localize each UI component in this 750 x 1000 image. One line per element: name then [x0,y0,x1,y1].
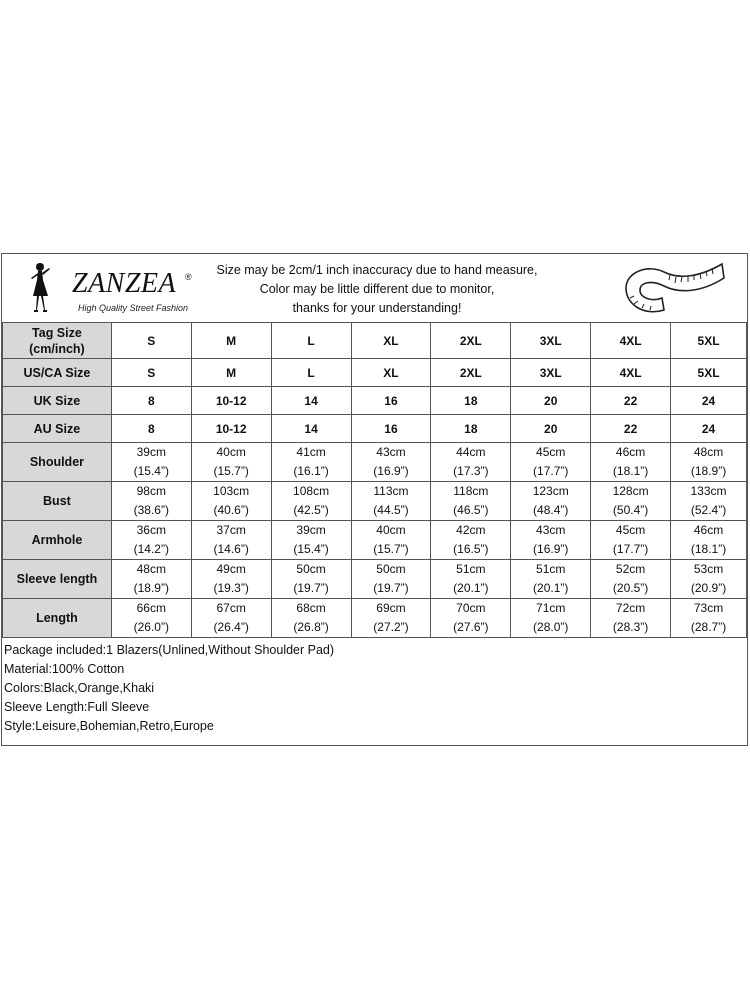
brand-logo [26,260,192,316]
size-cell: 8 [111,415,191,443]
measure-cell [271,599,351,638]
size-cell: 22 [591,387,671,415]
cm-value: 39cm [136,445,166,459]
inch-value: (16.1”) [293,464,329,478]
cm-value: 40cm [376,523,406,537]
product-info [4,641,334,736]
inch-value: (20.1”) [533,581,569,595]
cm-value: 43cm [536,523,566,537]
size-cell: 16 [351,387,431,415]
size-cell: 2XL [431,323,511,359]
chart-header [2,254,747,322]
measure-cell [191,443,271,482]
row-label: Armhole [3,521,112,560]
table-row [3,443,747,482]
measure-cell [671,599,747,638]
size-cell: 20 [511,387,591,415]
info-line: Package included:1 Blazers(Unlined,Without Shoulder Pad) [4,643,335,657]
measure-cell [511,599,591,638]
measure-cell [351,482,431,521]
notice-line: Size may be 2cm/1 inch inaccuracy due to hand measure, [216,263,538,277]
size-cell: 2XL [431,359,511,387]
inch-value: (15.7”) [373,542,409,556]
measure-cell [431,560,511,599]
inch-value: (38.6”) [133,503,169,517]
inch-value: (42.5”) [293,503,329,517]
fashion-figure-icon [26,260,66,316]
inch-value: (26.4”) [213,620,249,634]
cm-value: 48cm [693,445,724,459]
notice-line: thanks for your understanding! [292,301,462,315]
cm-value: 69cm [376,601,406,615]
measure-cell [671,443,747,482]
inch-value: (46.5”) [453,503,489,517]
inch-value: (17.7”) [612,542,649,556]
row-label-line: (cm/inch) [29,341,85,356]
inch-value: (17.7”) [533,464,569,478]
cm-value: 46cm [693,523,724,537]
inch-value: (17.3”) [453,464,489,478]
cm-value: 72cm [615,601,646,615]
cm-value: 43cm [376,445,406,459]
measure-cell [591,482,671,521]
cm-value: 39cm [296,523,326,537]
cm-value: 68cm [296,601,326,615]
measure-cell [111,443,191,482]
measure-cell [671,521,747,560]
row-label: Length [3,599,112,638]
measure-cell [591,599,671,638]
cm-value: 52cm [615,562,646,576]
size-cell: 3XL [511,359,591,387]
row-label [3,323,112,359]
inch-value: (18.9”) [690,464,727,478]
size-cell: 18 [431,387,511,415]
measure-cell [191,482,271,521]
size-cell: 20 [511,415,591,443]
inch-value: (26.8”) [293,620,329,634]
measure-cell [671,560,747,599]
cm-value: 51cm [456,562,486,576]
size-cell: S [111,323,191,359]
measuring-tape-icon [618,258,728,318]
size-cell: XL [351,323,431,359]
inch-value: (52.4”) [690,503,727,517]
inch-value: (48.4”) [533,503,569,517]
inch-value: (50.4”) [612,503,649,517]
size-chart-panel [1,253,748,746]
table-row [3,359,747,387]
inch-value: (20.1”) [453,581,489,595]
inch-value: (28.3”) [612,620,649,634]
inch-value: (20.9”) [690,581,727,595]
table-row [3,387,747,415]
row-label: UK Size [3,387,112,415]
measure-cell [671,482,747,521]
cm-value: 46cm [615,445,646,459]
cm-value: 41cm [296,445,326,459]
cm-value: 118cm [453,484,489,498]
row-label: AU Size [3,415,112,443]
size-cell: 22 [591,415,671,443]
measure-cell [111,482,191,521]
measure-cell [591,521,671,560]
measure-cell [511,482,591,521]
info-line: Sleeve Length:Full Sleeve [4,700,150,714]
info-line: Colors:Black,Orange,Khaki [4,681,155,695]
cm-value: 45cm [536,445,566,459]
brand-tagline: High Quality Street Fashion [78,303,189,313]
cm-value: 49cm [216,562,246,576]
measure-cell [191,599,271,638]
inch-value: (16.9”) [373,464,409,478]
size-cell: L [271,359,351,387]
size-cell: 10-12 [191,415,271,443]
size-cell: 14 [271,387,351,415]
cm-value: 48cm [136,562,166,576]
table-row [3,482,747,521]
measure-cell [191,521,271,560]
size-cell: 5XL [671,323,747,359]
inch-value: (18.1”) [690,542,727,556]
measure-cell [271,443,351,482]
cm-value: 45cm [615,523,646,537]
cm-value: 128cm [612,484,649,498]
info-line: Material:100% Cotton [4,662,125,676]
size-cell: 4XL [591,323,671,359]
table-row [3,323,747,359]
measure-cell [511,443,591,482]
table-row [3,521,747,560]
size-cell: 24 [671,387,747,415]
measure-cell [511,560,591,599]
inch-value: (19.3”) [213,581,249,595]
measure-cell [191,560,271,599]
measure-cell [351,521,431,560]
measure-cell [431,443,511,482]
cm-value: 113cm [373,484,409,498]
inch-value: (18.9”) [133,581,169,595]
measure-cell [351,560,431,599]
size-cell: M [191,359,271,387]
table-row [3,599,747,638]
inch-value: (15.4”) [133,464,169,478]
size-cell: 5XL [671,359,747,387]
inch-value: (26.0”) [133,620,169,634]
cm-value: 103cm [213,484,250,498]
inch-value: (27.2”) [373,620,409,634]
cm-value: 50cm [296,562,326,576]
measure-cell [431,599,511,638]
size-cell: 10-12 [191,387,271,415]
size-table [2,322,747,638]
size-cell: S [111,359,191,387]
inch-value: (16.9”) [533,542,569,556]
size-cell: 3XL [511,323,591,359]
cm-value: 70cm [456,601,486,615]
cm-value: 66cm [136,601,166,615]
cm-value: 37cm [216,523,246,537]
cm-value: 123cm [532,484,569,498]
size-notice [192,261,562,318]
cm-value: 67cm [216,601,246,615]
cm-value: 98cm [136,484,166,498]
cm-value: 44cm [456,445,486,459]
cm-value: 53cm [693,562,724,576]
cm-value: 71cm [536,601,566,615]
measure-cell [591,560,671,599]
measure-cell [431,482,511,521]
row-label: US/CA Size [3,359,112,387]
info-line: Style:Leisure,Bohemian,Retro,Europe [4,719,214,733]
inch-value: (16.5”) [453,542,489,556]
size-cell: L [271,323,351,359]
measure-cell [271,482,351,521]
size-cell: 16 [351,415,431,443]
measure-cell [431,521,511,560]
inch-value: (15.4”) [293,542,329,556]
row-label: Sleeve length [3,560,112,599]
inch-value: (27.6”) [453,620,489,634]
size-cell: 24 [671,415,747,443]
inch-value: (14.6”) [213,542,249,556]
cm-value: 51cm [536,562,566,576]
cm-value: 108cm [293,484,330,498]
size-cell: M [191,323,271,359]
table-row [3,415,747,443]
measure-cell [111,599,191,638]
inch-value: (19.7”) [293,581,329,595]
measure-cell [351,443,431,482]
notice-line: Color may be little different due to monitor, [259,282,495,296]
inch-value: (28.7”) [690,620,727,634]
size-cell: 14 [271,415,351,443]
measure-cell [351,599,431,638]
inch-value: (28.0”) [533,620,569,634]
measure-cell [591,443,671,482]
cm-value: 50cm [376,562,406,576]
measure-cell [271,521,351,560]
measure-cell [111,521,191,560]
cm-value: 40cm [216,445,246,459]
registered-mark: ® [185,272,192,282]
inch-value: (44.5”) [373,503,409,517]
cm-value: 133cm [690,484,727,498]
table-row [3,560,747,599]
measure-cell [271,560,351,599]
measure-cell [111,560,191,599]
brand-name: ZANZEA [72,268,177,299]
cm-value: 73cm [693,601,724,615]
cm-value: 36cm [136,523,166,537]
inch-value: (20.5”) [612,581,649,595]
inch-value: (18.1”) [612,464,649,478]
inch-value: (15.7”) [213,464,249,478]
size-cell: 4XL [591,359,671,387]
size-cell: XL [351,359,431,387]
row-label-line: Tag Size [32,325,82,340]
row-label: Bust [3,482,112,521]
inch-value: (40.6”) [213,503,249,517]
size-cell: 18 [431,415,511,443]
inch-value: (14.2”) [133,542,169,556]
cm-value: 42cm [456,523,486,537]
row-label: Shoulder [3,443,112,482]
measure-cell [511,521,591,560]
size-cell: 8 [111,387,191,415]
inch-value: (19.7”) [373,581,409,595]
